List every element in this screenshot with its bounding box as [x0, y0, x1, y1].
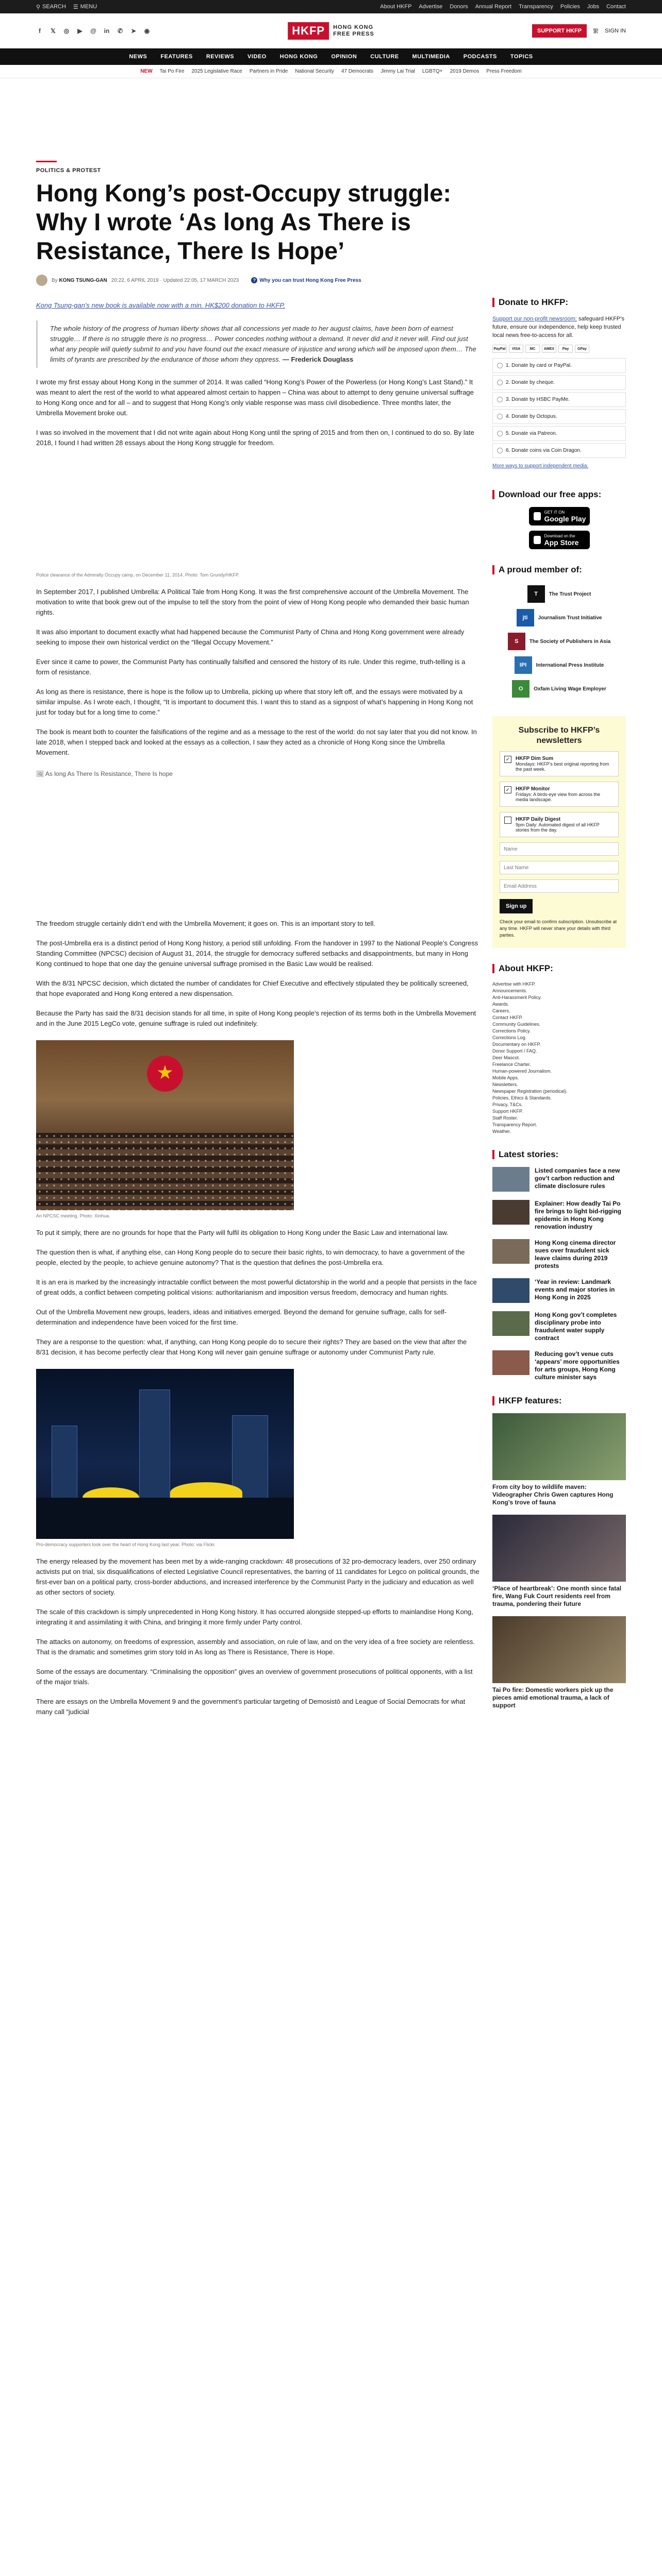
- donate-option[interactable]: 2. Donate by cheque.: [492, 375, 626, 390]
- topbar-link[interactable]: Contact: [606, 4, 626, 10]
- story-item[interactable]: Listed companies face a new gov’t carbon reduction and climate disclosure rules: [492, 1167, 626, 1192]
- paragraph: The freedom struggle certainly didn’t end with the Umbrella Movement; it goes on. This is an important story to tell.: [36, 920, 376, 927]
- story-thumbnail: [492, 1278, 529, 1303]
- nav-item[interactable]: OPINION: [331, 54, 357, 60]
- about-link[interactable]: Support HKFP.: [492, 1109, 523, 1114]
- paragraph: The book is meant both to counter the falsifications of the regime and as a message to the rest of the world: do not say later that you did not know. In late 2018, when I stepped back and looked at the essays as a collection, I saw they acted as a chronicle of Hong Kong since the Umbrella Movement.: [36, 728, 477, 756]
- latest-stories-widget: Latest stories: Listed companies face a new gov’t carbon reduction and climate disclosure rules Explainer: How deadly Tai Po fire brings to light bid-rigging epidemic in Hong Kong renovation industry Hong Kong cinema director sues over fraudulent sick leave claims during 2019 protests ‘Year in review: Landmark events and major stories in Hong Kong in 2025 Hong Kong gov’t completes disciplinary probe into fraudulent water supply contract Reducing gov’t venue cuts ‘appears’ more opportunities for arts groups, Hong Kong culture minister says: [492, 1149, 626, 1381]
- search-icon: ⚲: [36, 4, 41, 10]
- paragraph: The post-Umbrella era is a distinct period of Hong Kong history, a period still unfolding. From the handover in 1997 to the National People’s Congress Standing Committee (NPCSC) decision of August 31, 2014, the struggle for democracy suffered setbacks and disappointments, but many in Hong Kong continued to hope that one day the genuine universal suffrage promised in the Basic Law would be realised.: [36, 939, 478, 968]
- newsletter-option[interactable]: ✓ HKFP Monitor Fridays: A birds-eye view from across the media landscape.: [500, 782, 619, 807]
- features-widget: HKFP features: From city boy to wildlife maven: Videographer Chris Gwen captures Hong Kong’s trove of fauna ‘Place of heartbreak’: One month since fatal fire, Wang Fuk Court residents reel from trauma, pondering their future Tai Po fire: Domestic workers pick up the pieces amid emotional trauma, a lack of support: [492, 1396, 626, 1709]
- checkbox[interactable]: ✓: [504, 756, 511, 763]
- about-link[interactable]: Deer Mascot.: [492, 1055, 520, 1060]
- about-link[interactable]: Documentary on HKFP.: [492, 1042, 541, 1047]
- story-thumbnail: [492, 1350, 529, 1375]
- hot-topic[interactable]: Tai Po Fire: [159, 69, 185, 74]
- paragraph: The attacks on autonomy, on freedoms of expression, assembly and association, on rule of law, and on the very idea of a free society are relentless. That is the dramatic and sometimes grim story told in As long as There is Resistance, There is Hope.: [36, 1638, 475, 1656]
- nav-item[interactable]: TOPICS: [510, 54, 533, 60]
- about-link[interactable]: Privacy, T&Cs.: [492, 1102, 523, 1107]
- signin-link[interactable]: SIGN IN: [605, 27, 626, 34]
- feature-image[interactable]: [492, 1515, 626, 1582]
- paragraph: I wrote my first essay about Hong Kong in the summer of 2014. It was called “Hong Kong’s Power of the Powerless (or Hong Kong’s Last Stand).” It was meant to alert the rest of the world to what appeared almost certain to happen – China was about to attempt to deny genuine universal suffrage to Hong Kong once and for all – and to suggest that Hong Kong’s only viable response was mass civil disobedience. Three months later, the Umbrella Movement broke out.: [36, 378, 474, 417]
- about-link[interactable]: Community Guidelines.: [492, 1022, 541, 1027]
- donate-option[interactable]: 6. Donate coins via Coin Dragon.: [492, 443, 626, 458]
- paypal-icon: PayPal: [492, 345, 507, 353]
- about-link[interactable]: Careers.: [492, 1008, 510, 1013]
- hot-topic[interactable]: 2019 Demos: [450, 69, 479, 74]
- apps-widget: Download our free apps: GET IT ON Google Play Download on the App Store: [492, 489, 626, 549]
- visa-icon: VISA: [509, 345, 523, 353]
- feature-title[interactable]: Tai Po fire: Domestic workers pick up the pieces amid emotional trauma, a lack of support: [492, 1686, 614, 1709]
- topbar-link[interactable]: Advertise: [419, 4, 443, 10]
- nav-item[interactable]: HONG KONG: [279, 54, 318, 60]
- top-utility-bar: [0, 0, 662, 13]
- nav-item[interactable]: CULTURE: [370, 54, 399, 60]
- hot-topic[interactable]: 2025 Legislative Race: [191, 69, 242, 74]
- story-item[interactable]: Hong Kong gov’t completes disciplinary probe into fraudulent water supply contract: [492, 1311, 626, 1342]
- about-link[interactable]: Staff Roster.: [492, 1115, 518, 1121]
- about-link[interactable]: Donor Support / FAQ.: [492, 1048, 537, 1054]
- member-logo[interactable]: jti Journalism Trust Initiative: [492, 606, 626, 630]
- paragraph: I was so involved in the movement that I did not write again about Hong Kong until the spring of 2015 and from then on, I continued to do so. By late 2018, I found I had written 28 essays about the Hong Kong struggle for freedom.: [36, 429, 474, 447]
- nav-item[interactable]: PODCASTS: [463, 54, 497, 60]
- image-caption: An NPCSC meeting. Photo: Xinhua.: [36, 1213, 110, 1218]
- newsletter-widget: Subscribe to HKFP’s newsletters ✓ HKFP Dim Sum Mondays: HKFP’s best original reporting from the past week. ✓ HKFP Monitor Fridays: A birds-eye view from across the media landscape. HKFP Daily Digest 9pm Daily: Automated digest of all HKFP stories from the day. Name Last Name Email Address Sign up Check your email to confirm subscription. Unsubscribe at any time. HKFP will never share your details with third parties.: [492, 716, 626, 948]
- paragraph: With the 8/31 NPCSC decision, which dictated the number of candidates for Chief Executive and effectively stipulated they be politically screened, that hope evaporated and Hong Kong entered a new dispensation.: [36, 979, 469, 997]
- story-item[interactable]: Explainer: How deadly Tai Po fire brings to light bid-rigging epidemic in Hong Kong renovation industry: [492, 1200, 626, 1231]
- about-link[interactable]: Contact HKFP.: [492, 1015, 523, 1020]
- donate-option[interactable]: 3. Donate by HSBC PayMe.: [492, 392, 626, 407]
- name-input[interactable]: Name: [500, 842, 619, 856]
- more-ways-link[interactable]: More ways to support independent media.: [492, 463, 589, 469]
- checkbox[interactable]: ✓: [504, 786, 511, 793]
- about-link[interactable]: Corrections Policy.: [492, 1028, 531, 1033]
- about-link[interactable]: Weather.: [492, 1129, 511, 1134]
- about-link[interactable]: Human-powered Journalism.: [492, 1069, 552, 1074]
- paragraph: Some of the essays are documentary. “Criminalising the opposition” gives an overview of government prosecutions of political opponents, with a list of the major trials.: [36, 1668, 473, 1686]
- story-thumbnail: [492, 1167, 529, 1192]
- about-link[interactable]: Freelance Charter.: [492, 1062, 531, 1067]
- signup-button[interactable]: Sign up: [500, 899, 533, 913]
- googlepay-icon: GPay: [575, 345, 589, 353]
- site-logo[interactable]: HKFP HONG KONG FREE PRESS: [288, 22, 374, 40]
- hot-topic[interactable]: LGBTQ+: [422, 69, 443, 74]
- about-link[interactable]: Announcements.: [492, 988, 527, 993]
- image-caption: Police clearance of the Admiralty Occupy camp, on December 11, 2014. Photo: Tom Grundy/HKFP.: [36, 572, 240, 578]
- sidebar: [492, 297, 626, 1718]
- nav-item[interactable]: MULTIMEDIA: [412, 54, 450, 60]
- topbar-link[interactable]: Jobs: [587, 4, 600, 10]
- mastercard-icon: MC: [525, 345, 540, 353]
- telegram-icon[interactable]: ➤: [130, 27, 137, 35]
- hot-topic[interactable]: Press Freedom: [486, 69, 522, 74]
- nav-item[interactable]: FEATURES: [160, 54, 193, 60]
- member-widget: A proud member of: T The Trust Project jti Journalism Trust Initiative S The Society of Publishers in Asia IPI International Press Institute O Oxfam Living Wage Employer: [492, 565, 626, 701]
- hot-topics-bar: [0, 65, 662, 78]
- paragraph: Out of the Umbrella Movement new groups, leaders, ideas and initiatives emerged. Beyond the demand for genuine suffrage, calls for self-determination and independence have been voiced for the first time.: [36, 1308, 447, 1326]
- about-link[interactable]: Newsletters.: [492, 1082, 518, 1087]
- facebook-icon[interactable]: f: [39, 27, 41, 35]
- instagram-icon[interactable]: ◎: [63, 27, 70, 35]
- nav-item[interactable]: REVIEWS: [206, 54, 235, 60]
- newsletter-note: Check your email to confirm subscription. Unsubscribe at any time. HKFP will never share your details with third parties.: [500, 919, 617, 938]
- x-icon[interactable]: 𝕏: [51, 27, 56, 35]
- threads-icon[interactable]: @: [90, 27, 96, 35]
- donate-option[interactable]: 5. Donate via Patreon.: [492, 426, 626, 441]
- hot-topic[interactable]: National Security: [295, 69, 334, 74]
- main-nav: [0, 48, 662, 65]
- sopa-icon: S: [508, 633, 525, 650]
- paragraph: It was also important to document exactly what had happened because the Communist Party of China and Hong Kong government were already seeking to impose their own historical verdict on the “Illegal Occupy Movement.”: [36, 628, 465, 646]
- feature-title[interactable]: ‘Place of heartbreak’: One month since fatal fire, Wang Fuk Court residents reel from trauma, pondering their future: [492, 1585, 622, 1607]
- about-link[interactable]: Advertise with HKFP.: [492, 981, 536, 987]
- linkedin-icon[interactable]: in: [104, 27, 110, 35]
- menu-icon: ☰: [73, 4, 78, 10]
- amex-icon: AMEX: [542, 345, 556, 353]
- trust-link[interactable]: ? Why you can trust Hong Kong Free Press: [251, 277, 361, 283]
- nav-item[interactable]: VIDEO: [247, 54, 267, 60]
- paragraph: It is an era is marked by the increasingly intractable conflict between the most powerful dictatorship in the world and a people that persists in the face of great odds, a conflict between competing political visions: authoritarianism and imposition versus freedom, democracy and human rights.: [36, 1278, 477, 1296]
- app-store-button[interactable]: Download on the App Store: [529, 531, 590, 549]
- support-button[interactable]: SUPPORT HKFP: [532, 24, 587, 38]
- story-thumbnail: [492, 1311, 529, 1336]
- topbar-link[interactable]: About HKFP: [380, 4, 412, 10]
- about-link[interactable]: Anti-Harassment Policy.: [492, 995, 542, 1000]
- feature-image[interactable]: [492, 1413, 626, 1480]
- about-link[interactable]: Mobile Apps.: [492, 1075, 519, 1080]
- member-logo[interactable]: S The Society of Publishers in Asia: [492, 630, 626, 653]
- article-title: Hong Kong’s post-Occupy struggle: Why I wrote ‘As long As There is Resistance, There Is Hope’: [36, 179, 452, 264]
- new-badge: NEW: [140, 69, 153, 74]
- about-link[interactable]: Corrections Log.: [492, 1035, 527, 1040]
- checkbox[interactable]: [504, 817, 511, 824]
- member-logo[interactable]: T The Trust Project: [492, 582, 626, 606]
- topbar-link[interactable]: Transparency: [519, 4, 553, 10]
- email-input[interactable]: Email Address: [500, 879, 619, 893]
- hot-topic[interactable]: 47 Democrats: [341, 69, 374, 74]
- youtube-icon[interactable]: ▶: [77, 27, 82, 35]
- publish-date: 20:22, 6 APRIL 2019 · Updated 22:05, 17 MARCH 2023: [111, 277, 239, 283]
- feature-title[interactable]: From city boy to wildlife maven: Videographer Chris Gwen captures Hong Kong’s trove of fauna: [492, 1483, 614, 1506]
- author-avatar: [36, 275, 47, 286]
- question-icon: ?: [251, 277, 257, 283]
- topbar-link[interactable]: Annual Report: [475, 4, 512, 10]
- newsletter-option[interactable]: ✓ HKFP Dim Sum Mondays: HKFP’s best original reporting from the past week.: [500, 751, 619, 776]
- paragraph: The scale of this crackdown is simply unprecedented in Hong Kong history. It has occurred alongside stepped-up efforts to mainlandise Hong Kong, integrating it and assimilating it with China, and bringing it more firmly under Party control.: [36, 1608, 473, 1626]
- paragraph: The energy released by the movement has been met by a wide-ranging crackdown: 48 prosecutions of 32 pro-democracy leaders, over 250 ordinary activists put on trial, six disqualifications of elected Legislative Council representatives, the barring of 11 candidates for Legco on political grounds, the first-ever ban on a political party, cross-border abductions, and increased interference by the Communist Party in the judiciary and education as well as other sectors of society.: [36, 1557, 479, 1596]
- member-logo[interactable]: IPI International Press Institute: [492, 653, 626, 677]
- member-logo[interactable]: O Oxfam Living Wage Employer: [492, 677, 626, 701]
- hot-topic[interactable]: Jimmy Lai Trial: [380, 69, 415, 74]
- paragraph: Ever since it came to power, the Communist Party has continually falsified and censored the history of its rule. Under this regime, truth-telling is a form of resistance.: [36, 658, 466, 676]
- newsletter-option[interactable]: HKFP Daily Digest 9pm Daily: Automated digest of all HKFP stories from the day.: [500, 812, 619, 837]
- nav-item[interactable]: NEWS: [129, 54, 147, 60]
- about-widget: About HKFP: Advertise with HKFP. Announcements. Anti-Harassment Policy. Awards. Careers. Contact HKFP. Community Guidelines. Corrections Policy. Corrections Log. Documentary on HKFP. Donor Support / FAQ. Deer Mascot. Freelance Charter. Human-powered Journalism. Mobile Apps. Newsletters. Newspaper Registration (periodical). Policies, Ethics & Standards. Privacy, T&Cs. Support HKFP. Staff Roster. Transparency Report. Weather.: [492, 963, 626, 1135]
- search-link[interactable]: ⚲ SEARCH: [36, 4, 66, 10]
- menu-link[interactable]: ☰ MENU: [73, 4, 97, 10]
- last-name-input[interactable]: Last Name: [500, 861, 619, 874]
- article-category[interactable]: POLITICS & PROTEST: [36, 167, 101, 174]
- support-link[interactable]: Support our non-profit newsroom:: [492, 316, 577, 322]
- social-links: [36, 27, 151, 35]
- paragraph: As long as there is resistance, there is hope is the follow up to Umbrella, picking up where that story left off, and the essays were motivated by a similar impulse. As I wrote each, I thought, “It is important to document this. I want this to stand as a signpost of what’s happening in Hong Kong not just for today but for a long time to come.”: [36, 688, 473, 716]
- about-link[interactable]: Newspaper Registration (periodical).: [492, 1089, 568, 1094]
- paragraph: There are essays on the Umbrella Movement 9 and the government’s particular targeting of Demosistō and League of Social Democrats for what many call “judicial: [36, 1698, 466, 1716]
- donate-option[interactable]: 4. Donate by Octopus.: [492, 409, 626, 424]
- about-link[interactable]: Policies, Ethics & Standards.: [492, 1095, 552, 1100]
- oxfam-icon: O: [512, 680, 529, 698]
- about-link[interactable]: Transparency Report.: [492, 1122, 537, 1127]
- article: [36, 161, 479, 1717]
- donate-widget: Donate to HKFP: Support our non-profit newsroom: safeguard HKFP’s future, ensure our independence, help keep trusted local news free-to-access for all. PayPal VISA MC AMEX Pay GPay 1. Donate by card or PayPal. 2. Donate by cheque. 3. Donate by HSBC PayMe. 4. Donate by Octopus. 5. Donate via Patreon. 6. Donate coins via Coin Dragon. More ways to support independent media.: [492, 297, 626, 469]
- story-item[interactable]: Reducing gov’t venue cuts ‘appears’ more opportunities for arts groups, Hong Kong culture minister says: [492, 1350, 626, 1381]
- paragraph: To put it simply, there are no grounds for hope that the Party will fulfil its obligation to Hong Kong under the Basic Law and international law.: [36, 1229, 449, 1236]
- paragraph: They are a response to the question: what, if anything, can Hong Kong people do to secure their rights? They are based on the view that after the 8/31 decision, it has become perfectly clear that Hong Kong will never gain genuine suffrage or autonomy under Communist Party rule.: [36, 1338, 467, 1356]
- applepay-icon: Pay: [558, 345, 573, 353]
- book-promo-link[interactable]: Kong Tsung-gan's new book is available now with a min. HK$200 donation to HKFP.: [36, 301, 286, 309]
- book-cover-image: 🖼 As long As There Is Resistance, There Is hope: [36, 770, 173, 777]
- ipi-icon: IPI: [515, 656, 532, 674]
- topbar-link[interactable]: Donors: [450, 4, 468, 10]
- epigraph-quote: The whole history of the progress of human liberty shows that all concessions yet made to her august claims, have been born of earnest struggle… If there is no struggle there is no progress… Power concedes nothing without a demand. It never did and it never will. Find out just what any people will quietly submit to and you have found out the exact measure of injustice and wrong which will be imposed upon them… The limits of tyrants are prescribed by the endurance of those whom they oppress. — Frederick Douglass: [36, 320, 479, 368]
- paragraph: The question then is what, if anything else, can Hong Kong people do to secure their basic rights, to win democracy, to have a government of the people, elected by the people, to achieve genuine autonomy? That is the question that defines the post-Umbrella era.: [36, 1248, 465, 1266]
- national-emblem: [147, 1056, 183, 1092]
- image-caption: Pro-democracy supporters took over the heart of Hong Kong last year. Photo: via Flickr.: [36, 1542, 216, 1547]
- language-switch[interactable]: 繁: [593, 28, 599, 35]
- rss-icon[interactable]: ◉: [144, 27, 150, 35]
- whatsapp-icon[interactable]: ✆: [117, 27, 123, 35]
- trust-project-icon: T: [527, 585, 545, 603]
- byline: By KONG TSUNG-GAN 20:22, 6 APRIL 2019 · Updated 22:05, 17 MARCH 2023 ? Why you can trust Hong Kong Free Press: [36, 275, 479, 286]
- google-play-button[interactable]: GET IT ON Google Play: [529, 507, 590, 526]
- payment-methods: [492, 345, 626, 353]
- paragraph: Because the Party has said the 8/31 decision stands for all time, in spite of Hong Kong people’s rejection of its terms both in the Umbrella Movement and in the June 2015 LegCo vote, genuine suffrage is ruled out indefinitely.: [36, 1009, 476, 1027]
- story-thumbnail: [492, 1200, 529, 1225]
- paragraph: In September 2017, I published Umbrella: A Political Tale from Hong Kong. It was the first comprehensive account of the Umbrella Movement. The motivation to write that book grew out of the impulse to tell the story from the point of view of Hong Kong people who demanded their basic human rights.: [36, 588, 469, 616]
- jti-icon: jti: [517, 609, 534, 626]
- story-item[interactable]: ‘Year in review: Landmark events and major stories in Hong Kong in 2025: [492, 1278, 626, 1303]
- npcsc-photo: [36, 1040, 294, 1210]
- topbar-link[interactable]: Policies: [560, 4, 580, 10]
- author-name[interactable]: KONG TSUNG-GAN: [59, 277, 107, 283]
- feature-image[interactable]: [492, 1616, 626, 1683]
- umbrella-protest-photo: [36, 1369, 294, 1539]
- about-link[interactable]: Awards.: [492, 1002, 509, 1007]
- story-thumbnail: [492, 1239, 529, 1264]
- site-header: [0, 13, 662, 48]
- story-item[interactable]: Hong Kong cinema director sues over fraudulent sick leave claims during 2019 protests: [492, 1239, 626, 1270]
- hot-topic[interactable]: Partners in Pride: [249, 69, 288, 74]
- donate-option[interactable]: 1. Donate by card or PayPal.: [492, 358, 626, 373]
